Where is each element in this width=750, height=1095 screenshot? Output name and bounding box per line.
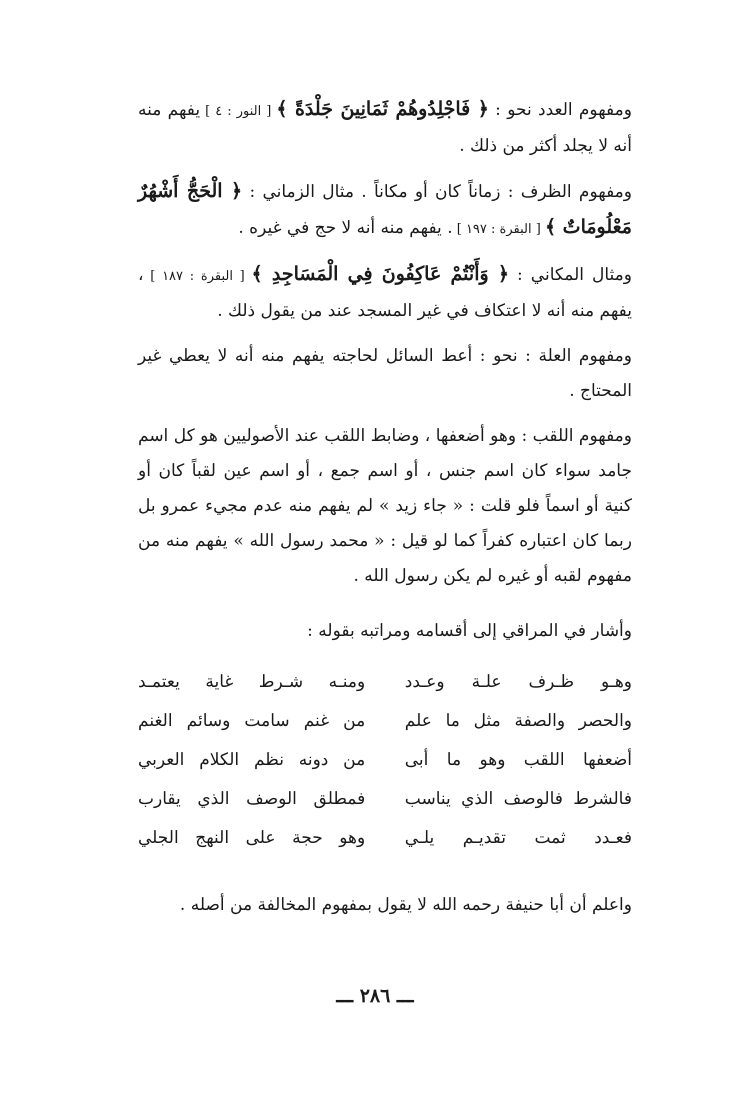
- verse-second-hemistich: ومنـه شـرط غاية يعتمـد: [138, 672, 366, 692]
- paragraph-tail-text: ، يفهم منه أنه لا اعتكاف في غير المسجد عند من يقول ذلك .: [138, 265, 632, 321]
- paragraph-number-concept: [138, 92, 632, 164]
- verse-first-hemistich: والحصر والصفة مثل ما علم: [404, 711, 632, 731]
- closing-paragraph: واعلم أن أبا حنيفة رحمه الله لا يقول بمفهوم المخالفة من أصله .: [179, 895, 632, 915]
- quran-verse: ﴿ فَاجْلِدُوهُمْ ثَمَانِينَ جَلْدَةً ﴾: [276, 98, 489, 120]
- verse-second-hemistich: من غنم سامت وسائم الغنم: [138, 711, 366, 731]
- page-number: ـــ ٢٨٦ ـــ: [336, 985, 414, 1007]
- verse-second-hemistich: من دونه نظم الكلام العربي: [138, 750, 366, 770]
- paragraph-tail-text: . يفهم منه أنه لا حج في غيره .: [238, 218, 453, 238]
- verse-first-hemistich: فالشرط فالوصف الذي يناسب: [404, 789, 632, 809]
- poem-verse: [138, 780, 632, 819]
- verse-first-hemistich: وهـو ظـرف علـة وعـدد: [404, 672, 632, 692]
- paragraph-adverb-concept: [138, 174, 632, 247]
- paragraph-place-example: [138, 257, 632, 329]
- quran-verse: ﴿ وَأَنْتُمْ عَاكِفُونَ فِي الْمَسَاجِدِ ﴾: [251, 263, 510, 285]
- verse-first-hemistich: أضعفها اللقب وهو ما أبى: [404, 750, 632, 770]
- poem-introduction: وأشار في المراقي إلى أقسامه ومراتبه بقوله :: [307, 621, 632, 641]
- verse-reference: [ النور : ٤ ]: [200, 104, 277, 119]
- paragraph-lead-text: ومفهوم الظرف : زماناً كان أو مكاناً . مثال الزماني :: [242, 182, 632, 202]
- poem-verse: [138, 819, 632, 858]
- paragraph-lead-text: ومفهوم العدد نحو :: [488, 100, 632, 120]
- verse-second-hemistich: فمطلق الوصف الذي يقارب: [138, 789, 366, 809]
- paragraph-lead-text: ومثال المكاني :: [509, 265, 632, 285]
- poem-block: [138, 663, 632, 858]
- paragraph-cause-concept: ومفهوم العلة : نحو : أعط السائل لحاجته يفهم منه أنه لا يعطي غير المحتاج .: [138, 346, 632, 401]
- verse-first-hemistich: فعـدد ثمت تقديـم يلـي: [404, 828, 632, 848]
- poem-verse: [138, 663, 632, 702]
- verse-reference: [ البقرة : ١٨٧ ]: [143, 269, 252, 284]
- quran-verse: ﴿ الْحَجُّ أَشْهُرٌ مَعْلُومَاتٌ ﴾: [138, 180, 632, 238]
- poem-verse: [138, 702, 632, 741]
- paragraph-title-concept: ومفهوم اللقب : وهو أضعفها ، وضابط اللقب عند الأصوليين هو كل اسم جامد سواء كان اسم جنس ، أو اسم جمع ، أو اسم عين لقباً كان أو كنية أو اسماً فلو قلت : « جاء زيد » لم يفهم منه عدم مجيء عمرو بل ربما كان اعتباره كفراً كما لو قيل : « محمد رسول الله » يفهم منه من مفهوم لقبه أو غيره لم يكن رسول الله .: [138, 426, 632, 586]
- paragraph-tail-text: يفهم منه أنه لا يجلد أكثر من ذلك .: [138, 100, 632, 156]
- poem-verse: [138, 741, 632, 780]
- verse-second-hemistich: وهو حجة على النهج الجلي: [138, 828, 366, 848]
- verse-reference: [ البقرة : ١٩٧ ]: [452, 222, 545, 237]
